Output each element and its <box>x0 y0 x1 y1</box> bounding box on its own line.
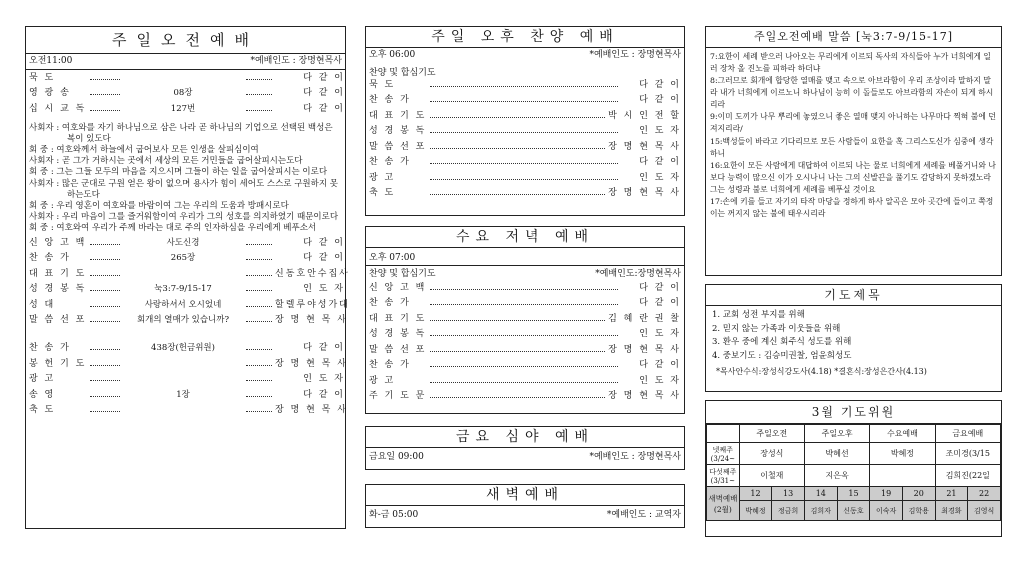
dawn-title: 새벽예배 <box>366 485 684 506</box>
order-value: 438장(헌금위원) <box>151 343 215 354</box>
order-person: 인 도 자 <box>303 374 345 385</box>
leader-dots <box>430 345 605 352</box>
scripture-verse: 15:백성들이 바라고 기다리므로 모든 사람들이 요한을 혹 그리스도신가 심중에 생각하니 <box>710 136 994 158</box>
leader-dots <box>90 405 120 412</box>
order-label: 성 경 봉 독 <box>369 126 427 137</box>
afternoon-intro: 찬양 및 합심기도 <box>369 67 436 78</box>
leader-dots <box>430 173 618 180</box>
friday-service-box <box>365 426 685 470</box>
leader-dots <box>430 376 618 383</box>
order-person: 다 같 이 <box>639 360 681 371</box>
leader-dots <box>90 390 120 397</box>
wednesday-time: 오후 07:00 <box>366 248 684 266</box>
order-row <box>369 173 681 189</box>
leader-dots <box>90 374 120 381</box>
dawn-day: 15 <box>837 487 870 501</box>
order-row <box>369 80 681 96</box>
scripture-box <box>705 26 1002 276</box>
responsive-line: 사회자 : 우리 마음이 그를 즐거워함이여 우리가 그의 성호를 의지하였기 때문이로다 <box>29 211 339 222</box>
order-value: 08장 <box>173 88 193 99</box>
leader-dots <box>246 284 272 291</box>
dawn-day: 21 <box>935 487 968 501</box>
order-value: 1장 <box>176 389 190 400</box>
order-label: 대 표 기 도 <box>29 268 87 279</box>
leader-dots <box>246 269 272 276</box>
committee-header: 주일오후 <box>804 425 869 443</box>
leader-dots <box>90 269 120 276</box>
responsive-line: 사회자 : 많은 군대로 구원 얻은 왕이 없으며 용사가 힘이 세어도 스스로 구원하지 못하는도다 <box>29 178 338 200</box>
order-label: 송 영 <box>29 389 56 400</box>
dawn-day: 12 <box>739 487 772 501</box>
committee-row <box>707 465 1001 487</box>
committee-header: 수요예배 <box>870 425 935 443</box>
leader-dots <box>430 188 605 195</box>
morning-service-box <box>25 26 350 529</box>
order-row <box>369 95 681 111</box>
order-person: 장 명 현 목 사 <box>608 188 681 199</box>
committee-dawn-names-row <box>707 501 1001 521</box>
order-person: 다 같 이 <box>639 95 681 106</box>
wednesday-service-box <box>365 226 685 414</box>
order-label: 대 표 기 도 <box>369 110 427 121</box>
scripture-title: 주일오전예배 말씀 [눅3:7-9/15-17] <box>706 27 1001 48</box>
scripture-verse: 17:손에 키를 들고 자기의 타작 마당을 정하게 하사 알곡은 모아 곳간에 들이고 쭉정이는 꺼지지 않는 불에 태우시리라 <box>710 196 994 219</box>
committee-box <box>705 400 1002 537</box>
order-row <box>29 343 345 359</box>
dawn-name: 김희자 <box>804 501 837 521</box>
dawn-service-box <box>365 484 685 528</box>
order-row <box>369 126 681 142</box>
order-label: 찬 송 가 <box>369 360 411 371</box>
scripture-verse: 7:요한이 세례 받으러 나아오는 무리에게 이르되 독사의 자식들아 누가 너희에게 일러 장차 올 진노를 피하라 하더냐 <box>710 52 991 74</box>
order-row <box>29 284 345 300</box>
dawn-name: 이숙자 <box>870 501 903 521</box>
order-row <box>369 188 681 204</box>
leader-dots <box>246 88 272 95</box>
order-person: 다 같 이 <box>639 79 681 90</box>
order-row <box>369 142 681 158</box>
wednesday-header-row <box>366 266 684 283</box>
order-row <box>369 391 681 407</box>
leader-dots <box>90 343 120 350</box>
order-person: 다 같 이 <box>303 253 345 264</box>
order-label: 묵 도 <box>29 72 56 83</box>
committee-week: 다섯째주 (3/31~ <box>707 465 740 487</box>
committee-title: 3월 기도위원 <box>706 401 1001 424</box>
morning-leader: *예배인도 : 장명현목사 <box>250 56 342 66</box>
order-person: 신동호안수집사 <box>275 268 350 279</box>
dawn-name: 김영식 <box>968 501 1001 521</box>
leader-dots <box>90 238 120 245</box>
leader-dots <box>246 390 272 397</box>
committee-row <box>707 443 1001 465</box>
order-row <box>369 360 681 376</box>
afternoon-header-row <box>366 48 684 63</box>
leader-dots <box>90 359 120 366</box>
order-person: 다 같 이 <box>303 389 345 400</box>
order-label: 신 앙 고 백 <box>29 237 87 248</box>
leader-dots <box>90 73 120 80</box>
committee-cell <box>870 465 935 487</box>
order-person: 인 도 자 <box>639 329 681 340</box>
order-label: 성 경 봉 독 <box>29 284 87 295</box>
committee-cell: 조미경(3/15 <box>935 443 1000 465</box>
leader-dots <box>430 126 618 133</box>
morning-order-top <box>29 72 345 120</box>
leader-dots <box>246 253 272 260</box>
order-row <box>369 314 681 330</box>
committee-dawn-label: 새벽예배 (2월) <box>707 487 740 521</box>
order-label: 말 씀 선 포 <box>29 315 87 326</box>
dawn-name: 신동호 <box>837 501 870 521</box>
order-row <box>29 237 345 254</box>
order-value: 회개의 열매가 있습니까? <box>136 315 230 326</box>
order-row <box>29 389 345 406</box>
leader-dots <box>430 283 618 290</box>
leader-dots <box>430 314 605 321</box>
dawn-name: 최경화 <box>935 501 968 521</box>
friday-title: 금요 심야 예배 <box>366 427 684 448</box>
scripture-verse: 16:요한이 모든 사람에게 대답하여 이르되 나는 물로 너희에게 세례를 베풀거니와 나보다 능력이 많으신 이가 오시나니 나는 그의 신발끈을 풀기도 감당하지 못하겠노라 그는 성령과 불로 너희에게 세례를 베푸실 것이요 <box>710 160 996 194</box>
order-person: 인 도 자 <box>639 172 681 183</box>
order-label: 성 경 봉 독 <box>369 329 427 340</box>
leader-dots <box>430 142 605 149</box>
dawn-name: 정금희 <box>772 501 805 521</box>
morning-service-title: 주일오전예배 <box>26 27 345 54</box>
committee-corner <box>707 425 740 443</box>
afternoon-order <box>366 80 684 204</box>
leader-dots <box>246 374 272 381</box>
order-label: 말 씀 선 포 <box>369 141 427 152</box>
afternoon-leader: *예배인도 : 장명현목사 <box>589 50 681 60</box>
committee-week: 넷째주 (3/24~ <box>707 443 740 465</box>
leader-dots <box>430 111 605 118</box>
order-row <box>369 111 681 127</box>
order-person: 장 명 현 목 사 <box>608 391 681 402</box>
order-person: 장 명 현 목 사 <box>608 141 681 152</box>
leader-dots <box>246 343 272 350</box>
order-label: 십 시 교 독 <box>29 103 87 114</box>
prayer-item: 2. 믿지 않는 가족과 이웃들을 위해 <box>712 323 841 334</box>
order-row <box>29 268 350 285</box>
order-person: 장 명 현 목 사 <box>275 405 348 416</box>
responsive-line: 회 중 : 우리 영혼이 여호와를 바람이여 그는 우리의 도움과 방패시로다 <box>29 200 289 211</box>
wednesday-intro: 찬양 및 합심기도 <box>369 269 436 279</box>
order-value: 265장 <box>170 253 196 264</box>
responsive-line: 회 중 : 그는 그들 모두의 마음을 지으시며 그들이 하는 일을 굽어살피시는 이로다 <box>29 167 328 178</box>
order-label: 봉 헌 기 도 <box>29 358 87 369</box>
wednesday-title: 수요 저녁 예배 <box>366 227 684 248</box>
responsive-line: 사회자 : 곧 그가 거하시는 곳에서 세상의 모든 거민들을 굽어살피시는도다 <box>29 156 303 167</box>
order-person: 인 도 자 <box>639 126 681 137</box>
order-row <box>369 345 681 361</box>
morning-order-bottom <box>29 237 350 421</box>
leader-dots <box>90 315 120 322</box>
order-row <box>29 374 345 390</box>
order-row <box>369 157 681 173</box>
order-row <box>29 72 345 89</box>
scripture-text <box>706 48 1001 223</box>
prayer-note: *목사안수식:장성식강도사(4.18) *결혼식:장성은간사(4.13) <box>716 367 927 377</box>
leader-dots <box>430 360 618 367</box>
dawn-day: 19 <box>870 487 903 501</box>
order-row <box>29 103 345 120</box>
prayer-title: 기도제목 <box>706 285 1001 306</box>
order-value: 사랑하셔서 오시었네 <box>144 299 222 310</box>
dawn-time: 화-금 05:00 <box>369 510 419 520</box>
order-person: 다 같 이 <box>639 282 681 293</box>
order-label: 찬 송 가 <box>369 95 411 106</box>
order-label: 찬 송 가 <box>29 343 71 354</box>
committee-cell: 지은옥 <box>804 465 869 487</box>
dawn-row <box>366 506 684 525</box>
leader-dots <box>246 359 272 366</box>
dawn-day: 13 <box>772 487 805 501</box>
leader-dots <box>246 405 272 412</box>
afternoon-title: 주일 오후 찬양 예배 <box>366 27 684 48</box>
order-label: 찬 송 가 <box>369 298 411 309</box>
wednesday-leader: *예배인도:장명현목사 <box>595 269 681 279</box>
leader-dots <box>430 391 605 398</box>
order-row <box>29 405 348 421</box>
order-row <box>29 299 350 316</box>
leader-dots <box>90 88 120 95</box>
order-person: 인 도 자 <box>639 375 681 386</box>
leader-dots <box>246 104 272 111</box>
dawn-name: 박혜정 <box>739 501 772 521</box>
prayer-item: 4. 중보기도 : 김승미권찰, 엄윤희성도 <box>712 350 852 361</box>
scripture-verse: 8:그러므로 회개에 합당한 열매를 맺고 속으로 아브라함이 우리 조상이라 말하지 말라 내가 너희에게 이르노니 하나님이 능히 이 돌들로도 아브라함의 자손이 되게 하시리라 <box>710 76 994 110</box>
leader-dots <box>430 157 618 164</box>
prayer-box <box>705 284 1002 392</box>
order-row <box>29 315 348 343</box>
order-person: 박 시 인 전 할 <box>608 110 681 121</box>
order-person: 김 혜 란 권 찰 <box>608 313 681 324</box>
committee-cell: 김희진(22일 <box>935 465 1000 487</box>
order-row <box>29 358 348 375</box>
order-row <box>29 253 345 269</box>
responsive-line: 회 중 : 여호와여 우리가 주께 바라는 대로 주의 인자하심을 우리에게 베푸소서 <box>29 222 317 233</box>
friday-time: 금요일 09:00 <box>369 452 424 462</box>
afternoon-service-box <box>365 26 685 216</box>
prayer-item: 1. 교회 성전 부지를 위해 <box>712 310 805 320</box>
prayer-list <box>706 306 1001 366</box>
responsive-line: 회 중 : 여호와께서 하늘에서 굽어보사 모든 인생을 살피심이여 <box>29 145 259 156</box>
leader-dots <box>90 300 120 307</box>
committee-header: 금요예배 <box>935 425 1000 443</box>
order-person: 다 같 이 <box>303 88 345 99</box>
order-label: 말 씀 선 포 <box>369 344 427 355</box>
leader-dots <box>246 300 272 307</box>
order-label: 광 고 <box>29 374 56 385</box>
dawn-day: 14 <box>804 487 837 501</box>
leader-dots <box>430 298 618 305</box>
order-value: 눅3:7-9/15-17 <box>154 284 212 295</box>
order-label: 성 대 <box>29 299 56 310</box>
morning-header-row <box>26 54 345 70</box>
leader-dots <box>90 104 120 111</box>
committee-cell: 이철재 <box>739 465 804 487</box>
scripture-verse: 9:이미 도끼가 나무 뿌리에 놓였으니 좋은 열매 맺지 아니하는 나무마다 찍혀 불에 던져지리라/ <box>710 112 996 134</box>
order-label: 영 광 송 <box>29 88 71 99</box>
order-person: 다 같 이 <box>303 237 345 248</box>
committee-cell: 박혜선 <box>804 443 869 465</box>
morning-responsive-reading <box>29 123 342 233</box>
friday-row <box>366 448 684 467</box>
leader-dots <box>430 80 618 87</box>
order-label: 찬 송 가 <box>369 157 411 168</box>
leader-dots <box>430 329 618 336</box>
dawn-leader: *예배인도 : 교역자 <box>606 510 681 520</box>
leader-dots <box>246 238 272 245</box>
order-value: 127번 <box>170 103 196 114</box>
wednesday-order <box>366 283 684 407</box>
order-person: 다 같 이 <box>639 157 681 168</box>
order-label: 묵 도 <box>369 79 396 90</box>
leader-dots <box>246 315 272 322</box>
order-label: 광 고 <box>369 172 396 183</box>
responsive-line: 사회자 : 여호와를 자기 하나님으로 삼은 나라 곧 하나님의 기업으로 선택된 백성은 복이 있도다 <box>29 123 333 145</box>
order-person: 다 같 이 <box>303 72 345 83</box>
order-value: 사도신경 <box>166 237 200 248</box>
order-label: 주 기 도 문 <box>369 391 427 402</box>
dawn-name: 김학용 <box>902 501 935 521</box>
order-person: 다 같 이 <box>303 343 345 354</box>
order-label: 신 앙 고 백 <box>369 282 427 293</box>
committee-dawn-days-row <box>707 487 1001 501</box>
order-label: 축 도 <box>29 405 56 416</box>
order-row <box>369 376 681 392</box>
order-person: 장 명 현 목 사 <box>275 315 348 326</box>
order-label: 축 도 <box>369 188 396 199</box>
order-label: 찬 송 가 <box>29 253 71 264</box>
committee-header-row <box>707 425 1001 443</box>
prayer-item: 3. 환우 중에 계신 회주식 성도를 위해 <box>712 337 852 348</box>
leader-dots <box>246 73 272 80</box>
order-person: 다 같 이 <box>303 103 345 114</box>
afternoon-time: 오후 06:00 <box>369 50 416 60</box>
committee-cell: 박혜정 <box>870 443 935 465</box>
order-row <box>369 329 681 345</box>
friday-leader: *예배인도 : 장명현목사 <box>589 452 681 462</box>
order-row <box>369 298 681 314</box>
order-person: 다 같 이 <box>639 298 681 309</box>
order-person: 장 명 현 목 사 <box>608 344 681 355</box>
order-row <box>369 283 681 299</box>
morning-time: 오전11:00 <box>29 56 73 66</box>
order-person: 인 도 자 <box>303 284 345 295</box>
leader-dots <box>90 284 120 291</box>
order-row <box>29 88 345 104</box>
committee-header: 주일오전 <box>739 425 804 443</box>
leader-dots <box>430 95 618 102</box>
leader-dots <box>90 253 120 260</box>
order-label: 광 고 <box>369 375 396 386</box>
dawn-day: 22 <box>968 487 1001 501</box>
order-label: 대 표 기 도 <box>369 313 427 324</box>
committee-cell: 장성식 <box>739 443 804 465</box>
order-person: 장 명 현 목 사 <box>275 358 348 369</box>
dawn-day: 20 <box>902 487 935 501</box>
committee-table <box>706 424 1001 521</box>
order-person: 할렐루야성가대 <box>275 299 350 310</box>
